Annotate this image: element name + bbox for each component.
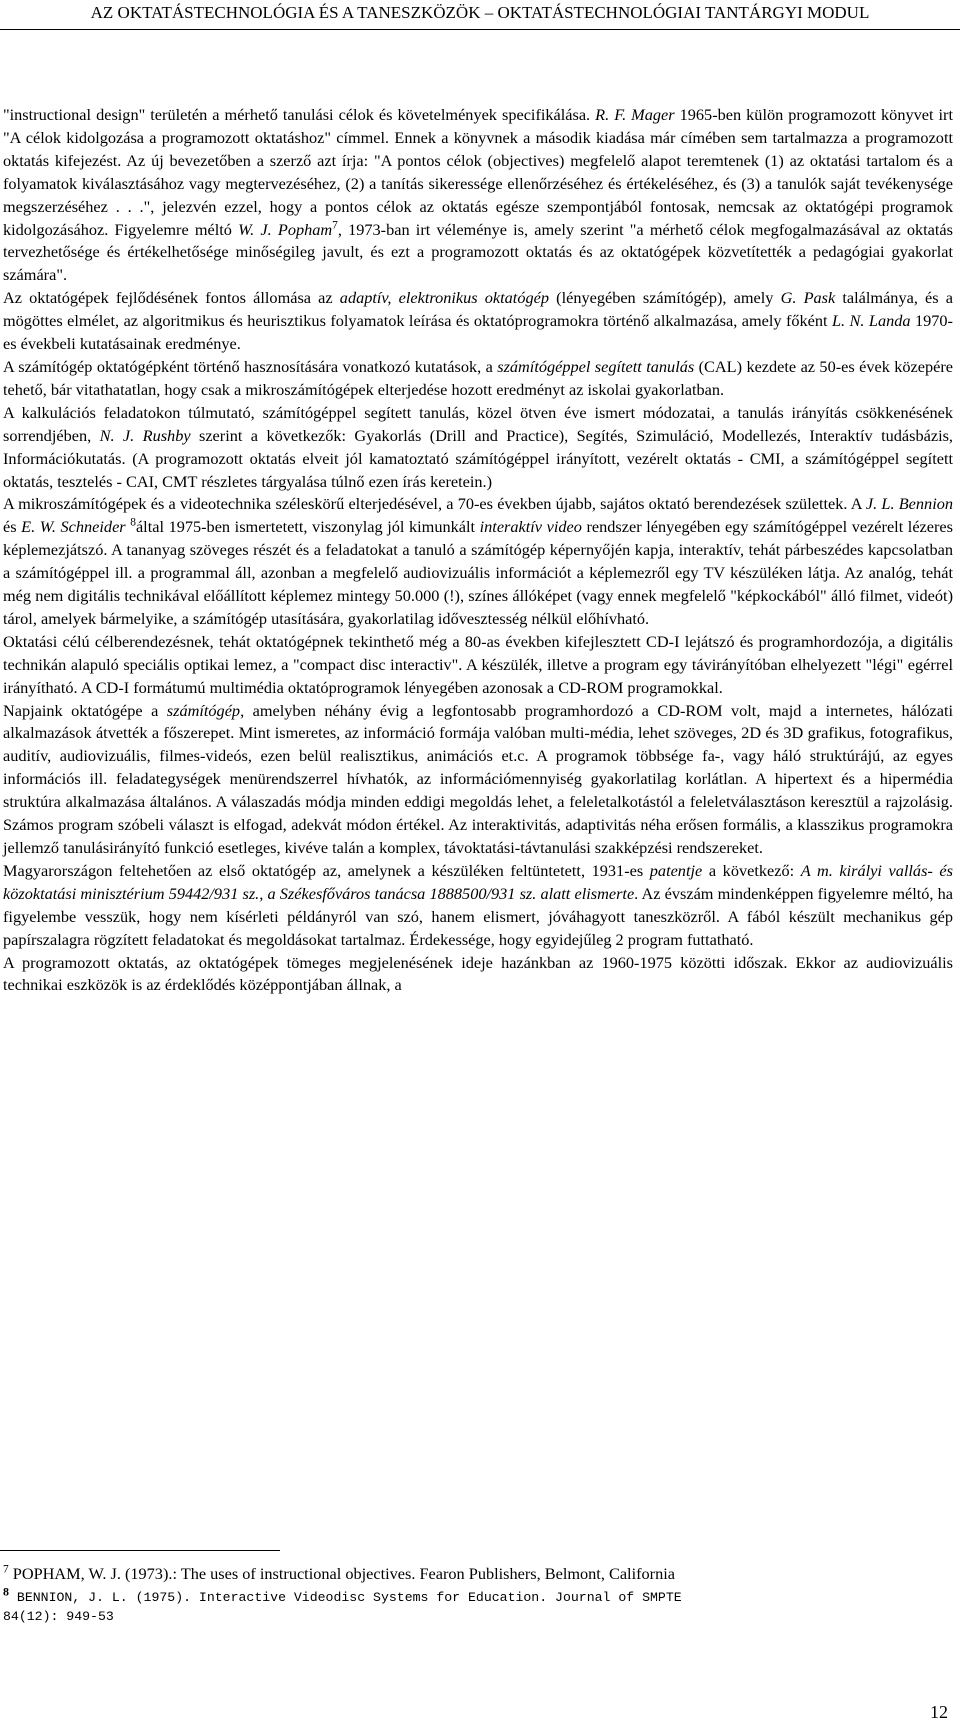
text-run: , 1973-ban irt véleménye is, amely szerint "a mérhető célok megfogalmazásával az oktatás tervezhetősége és értékelhetősége minőségileg javult, és ezt a programozott oktatás és az oktatógépek közvetítették a pedagógiai gyakorlat számára". bbox=[3, 219, 953, 285]
text-run: és bbox=[3, 517, 22, 537]
footnote-8-text: BENNION, J. L. (1975). Interactive Videodisc Systems for Education. Journal of SMPTE bbox=[9, 1590, 682, 1605]
footnote-8-text-continued: 84(12): 949-53 bbox=[3, 1609, 114, 1624]
text-run: "instructional design" területén a mérhető tanulási célok és követelmények specifikálása. bbox=[3, 105, 596, 124]
paragraph-8 bbox=[3, 860, 953, 952]
text-run: , amelyben néhány évig a legfontosabb programhordozó a CD-ROM volt, majd a internetes, hálózati alkalmazások átvették a főszerepet. Mint ismeretes, az információ formája valóban multi-média, lehet szöveges, 2D és 3D grafikus, fotografikus, auditív, audiovizuális, filmes-videós, ezen belül realisztikus, animációs et.c. A programok többsége fa-, vagy háló struktúrájú, az egyes információs ill. feladategységek menürendszerrel hívhatók, az információmennyiség gyakorlatilag korlátlan. A hipertext és a hipermédia struktúra alkalmazása általános. A válaszadás módja minden eddigi megoldás lehet, a feleletalkotástól a feleletválasztáson keresztül a rajzolásig. Számos program szóbeli választ is elfogad, adekvát módon értékel. Az interaktivitás, adaptivitás néha erősen formális, a klasszikus programokra jellemző tanulásirányító funkció esetleges, kivéve talán a komplex, távoktatási-távtanulási szakképzési rendszereket. bbox=[3, 700, 954, 857]
footnote-8 bbox=[3, 1584, 958, 1626]
paragraph-6 bbox=[3, 631, 953, 700]
italic-text: G. Pask bbox=[780, 288, 836, 308]
footnote-reference: 7 bbox=[332, 219, 338, 232]
text-run: A programozott oktatás, az oktatógépek tömeges megjelenésének ideje hazánkban az 1960-1975 közötti időszak. Ekkor az audiovizuális technikai eszközök is az érdeklődés középpontjában állnak, a bbox=[3, 952, 953, 995]
paragraph-2 bbox=[3, 287, 953, 356]
text-run: találmánya, és a mögöttes elmélet, az algoritmikus és heurisztikus folyamatok leírása és oktatóprogramokra történő alkalmazása, amely főként bbox=[3, 288, 953, 331]
italic-text: W. J. Popham bbox=[238, 219, 333, 239]
text-run: a következő: bbox=[702, 860, 801, 880]
running-header bbox=[0, 0, 960, 26]
footnote-7-marker: 7 bbox=[3, 1563, 9, 1576]
text-run: Napjaink oktatógépe a bbox=[3, 700, 167, 720]
paragraph-7 bbox=[3, 700, 953, 860]
footnotes bbox=[3, 1563, 958, 1626]
paragraph-1 bbox=[3, 104, 953, 287]
main-body-text bbox=[3, 104, 953, 997]
text-run: szerint a következők: Gyakorlás (Drill and Practice), Segítés, Szimuláció, Modellezés, Interaktív tudásbázis, Információkutatás. (A programozott oktatás elveit jól kamatoztató számítógéppel irányított, vezérelt oktatás - CMI, a számítógéppel segített oktatás, tesztelés - CAI, CMT részletes tárgyalása túlnő ezen írás keretein.) bbox=[3, 425, 953, 491]
page-number: 12 bbox=[930, 1702, 948, 1722]
footnote-reference: 8 bbox=[130, 516, 136, 529]
paragraph-4 bbox=[3, 402, 953, 494]
footnote-8-marker: 8 bbox=[3, 1584, 9, 1599]
paragraph-3 bbox=[3, 356, 953, 402]
italic-text: patentje bbox=[649, 860, 703, 880]
italic-text: E. W. Schneider bbox=[21, 517, 126, 537]
italic-text: adaptív, elektronikus oktatógép bbox=[339, 288, 549, 308]
text-run: A mikroszámítógépek és a videotechnika széleskörű elterjedésével, a 70-es években újabb, sajátos oktató berendezések születtek. A bbox=[3, 494, 866, 514]
italic-text: interaktív video bbox=[479, 517, 582, 537]
italic-text: R. F. Mager bbox=[595, 105, 675, 124]
paragraph-5 bbox=[3, 493, 953, 630]
footnote-7-text: POPHAM, W. J. (1973).: The uses of instructional objectives. Fearon Publishers, Belmont, California bbox=[8, 1564, 675, 1583]
text-run: A számítógép oktatógépként történő hasznosítására vonatkozó kutatások, a bbox=[3, 356, 498, 376]
italic-text: L. N. Landa bbox=[831, 311, 911, 331]
text-run: A kalkulációs feladatokon túlmutató, számítógéppel segített tanulás, közel ötven éve ismert módozatai, a tanulás irányítás csökkenésének sorrendjében, bbox=[3, 402, 953, 445]
text-run: által 1975-ben ismertetett, viszonylag jól kimunkált bbox=[135, 517, 480, 537]
text-run: 1970-es évekbeli kutatásainak eredménye. bbox=[3, 311, 953, 354]
text-run: Oktatási célú célberendezésnek, tehát oktatógépnek tekinthető még a 80-as években kifejlesztett CD-I lejátszó és programhordozója, a digitális technikán alapuló speciális optikai lemez, a "compact disc interactiv". A készülék, illetve a program egy távirányítóban elhelyezett "légi" egérrel irányítható. A CD-I formátumú multimédia oktatóprogramok lényegében azonosak a CD-ROM programokkal. bbox=[3, 631, 953, 697]
italic-text: A m. királyi vallás- és közoktatási minisztérium 59442/931 sz., a Székesfőváros tanácsa 1888500/931 sz. alatt elismerte bbox=[3, 860, 953, 903]
italic-text: számítógép bbox=[166, 700, 241, 720]
text-run: (CAL) kezdete az 50-es évek közepére tehető, bár vitathatatlan, hogy csak a mikroszámítógépek elterjedése hozott eredményt az iskolai gyakorlatban. bbox=[3, 356, 954, 399]
italic-text: számítógéppel segített tanulás bbox=[497, 356, 695, 376]
footnote-divider bbox=[0, 1550, 280, 1551]
header-divider bbox=[0, 29, 960, 30]
running-header-title: AZ OKTATÁSTECHNOLÓGIA ÉS A TANESZKÖZÖK – OKTATÁSTECHNOLÓGIAI TANTÁRGYI MODUL bbox=[90, 3, 870, 22]
text-run: 1965-ben külön programozott könyvet irt "A célok kidolgozása a programozott oktatáshoz" címmel. Ennek a könyvnek a második kiadása már címében sem tartalmazza a programozott oktatás kifejezést. Az új bevezetőben a szerző azt írja: "A pontos célok (objectives) megfelelő alapot teremtenek (1) az oktatási tartalom és a folyamatok kiválasztásához vagy megtervezéséhez, (2) a tanítás sikeressége ellenőrzéséhez és értékeléséhez, és (3) a tanulók saját tevékenysége megszerzéséhez . . .", jelezvén ezzel, hogy a pontos célok az oktatás egésze szempontjából fontosak, nemcsak az oktatógépi programok kidolgozásához. Figyelemre méltó bbox=[3, 105, 953, 239]
paragraph-9 bbox=[3, 952, 953, 998]
text-run: Magyarországon feltehetően az első oktatógép az, amelynek a készüléken feltüntetett, 1931-es bbox=[3, 860, 650, 880]
text-run: . Az évszám mindenképpen figyelemre méltó, ha figyelembe vesszük, hogy nem kísérleti példányról van szó, hanem elismert, jóváhagyott taneszközről. A fából készült mechanikus gép papírszalagra rögzített feladatokat és megoldásokat tartalmaz. Érdekessége, hogy egyidejűleg 2 program futtatható. bbox=[3, 883, 953, 949]
italic-text: N. J. Rushby bbox=[99, 425, 191, 445]
italic-text: J. L. Bennion bbox=[865, 494, 953, 514]
text-run: rendszer lényegében egy számítógéppel vezérelt lézeres képlemezjátszó. A tananyag szöveges részét és a feladatokat a tanuló a számítógép képernyőjén kapja, interaktív, tehát párbeszédes kapcsolatban a számítógéppel ill. a programmal áll, azonban a megfelelő audiovizuális információt a képlemezről egy TV készüléken látja. Az analóg, tehát még nem digitális technikával előállított képlemez mintegy 50.000 (!), színes állóképet (vagy ennek megfelelő "képkockából" álló filmet, videót) tárol, amelyek bármelyike, a számítógép utasítására, gyakorlatilag idővesztesség nélkül előhívható. bbox=[3, 517, 953, 628]
text-run: (lényegében számítógép), amely bbox=[548, 288, 781, 308]
text-run: Az oktatógépek fejlődésének fontos állomása az bbox=[3, 288, 340, 308]
footnote-7 bbox=[3, 1563, 958, 1585]
